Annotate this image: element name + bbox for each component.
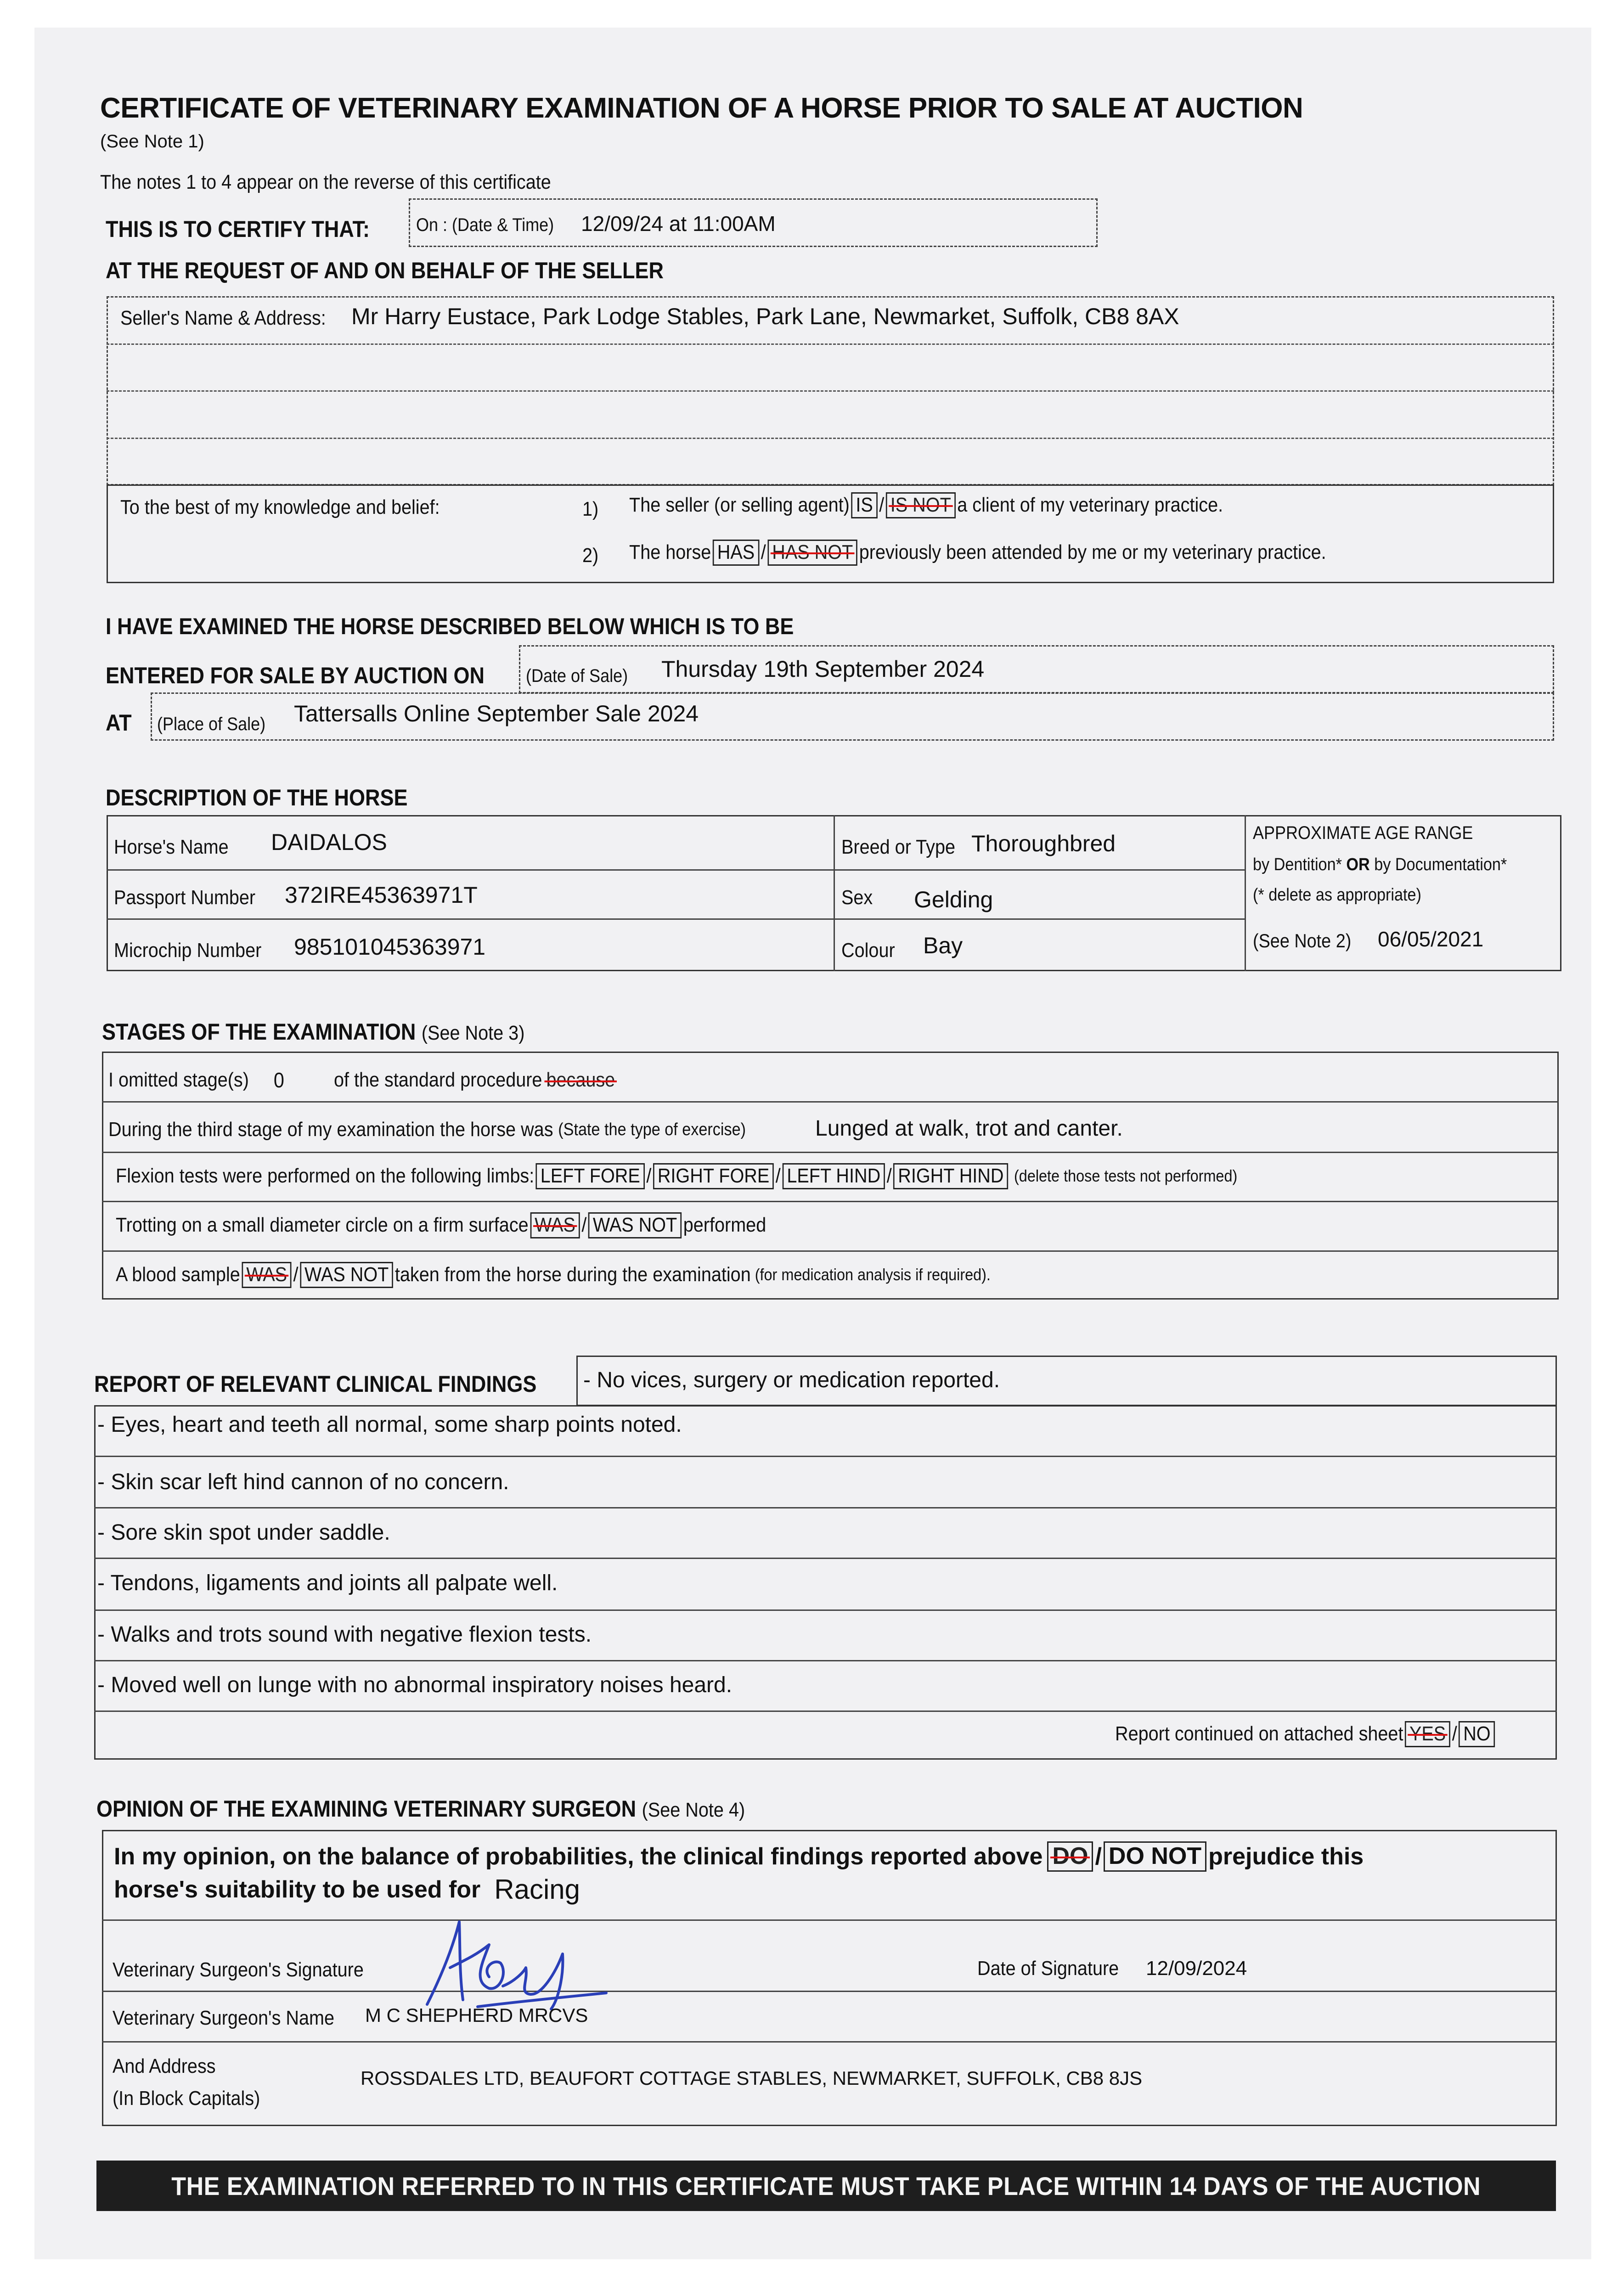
separator: / <box>879 494 885 517</box>
report-heading: REPORT OF RELEVANT CLINICAL FINDINGS <box>94 1371 537 1397</box>
third-stage-note: (State the type of exercise) <box>558 1120 746 1139</box>
opinion-text-post: prejudice this <box>1208 1843 1364 1870</box>
colour-value: Bay <box>923 933 963 958</box>
report-line-2: - Skin scar left hind cannon of no concern. <box>97 1470 509 1494</box>
opinion-do-option[interactable]: DO <box>1052 1843 1088 1869</box>
flex-note: (delete those tests not performed) <box>1014 1166 1238 1186</box>
certificate-title: CERTIFICATE OF VETERINARY EXAMINATION OF A HORSE PRIOR TO SALE AT AUCTION <box>100 92 1303 124</box>
report-line-3: - Sore skin spot under saddle. <box>97 1520 390 1545</box>
belief-item1 <box>629 492 1223 518</box>
age-methods <box>1253 855 1507 875</box>
sex-label: Sex <box>841 886 873 909</box>
footer-banner <box>96 2161 1556 2211</box>
address-value: ROSSDALES LTD, BEAUFORT COTTAGE STABLES, NEWMARKET, SUFFOLK, CB8 8JS <box>361 2067 1143 2089</box>
report-continued-label: Report continued on attached sheet <box>1115 1722 1403 1745</box>
breed-label: Breed or Type <box>841 836 956 858</box>
is-option[interactable]: IS <box>851 492 877 518</box>
sale-date-label: (Date of Sale) <box>526 666 628 686</box>
description-heading: DESCRIPTION OF THE HORSE <box>106 785 408 810</box>
age-heading: APPROXIMATE AGE RANGE <box>1253 823 1473 843</box>
sale-line1: I HAVE EXAMINED THE HORSE DESCRIBED BELOW WHICH IS TO BE <box>106 613 794 639</box>
omitted-row <box>108 1068 615 1092</box>
omitted-value: 0 <box>273 1068 284 1092</box>
has-option[interactable]: HAS <box>713 540 759 566</box>
separator: / <box>761 541 766 564</box>
sex-value: Gelding <box>914 887 993 912</box>
opinion-do-not-option[interactable]: DO NOT <box>1104 1841 1206 1872</box>
flex-right-hind-option[interactable]: RIGHT HIND <box>893 1163 1008 1189</box>
is-not-option[interactable]: IS NOT <box>890 494 951 516</box>
third-stage-value: Lunged at walk, trot and canter. <box>815 1116 1123 1141</box>
opinion-text-pre: In my opinion, on the balance of probabilities, the clinical findings reported above <box>114 1843 1043 1870</box>
age-see-note: (See Note 2) <box>1253 930 1352 951</box>
see-note-1: (See Note 1) <box>100 131 204 152</box>
footer-banner-text: THE EXAMINATION REFERRED TO IN THIS CERTIFICATE MUST TAKE PLACE WITHIN 14 DAYS OF THE AUCTION <box>171 2171 1481 2200</box>
separator: / <box>775 1165 781 1187</box>
seller-label: Seller's Name & Address: <box>120 307 326 329</box>
stages-heading-note: (See Note 3) <box>421 1022 525 1044</box>
opinion-heading-note: (See Note 4) <box>642 1799 745 1821</box>
has-not-option[interactable]: HAS NOT <box>772 541 853 563</box>
continued-no-option[interactable]: NO <box>1459 1721 1495 1747</box>
sale-place-label: (Place of Sale) <box>157 714 266 734</box>
trot-post: performed <box>683 1214 766 1237</box>
report-line-4: - Tendons, ligaments and joints all palpate well. <box>97 1571 558 1595</box>
blood-was-option[interactable]: WAS <box>246 1263 287 1286</box>
on-date-label: On : (Date & Time) <box>416 215 554 235</box>
blood-pre: A blood sample <box>116 1263 240 1286</box>
separator: / <box>1452 1722 1457 1745</box>
flex-left-hind-option[interactable]: LEFT HIND <box>782 1163 885 1189</box>
age-or: OR <box>1346 855 1370 874</box>
belief-item2 <box>629 540 1326 566</box>
trot-label: Trotting on a small diameter circle on a firm surface <box>116 1214 529 1237</box>
passport-value: 372IRE45363971T <box>285 882 478 908</box>
date-signature-label: Date of Signature <box>977 1957 1119 1980</box>
surgeon-name-label: Veterinary Surgeon's Name <box>113 2007 335 2029</box>
third-stage-row <box>108 1118 746 1141</box>
belief-item2-post: previously been attended by me or my veterinary practice. <box>859 541 1326 564</box>
belief-item1-num: 1) <box>582 498 599 520</box>
blood-note: (for medication analysis if required). <box>755 1265 991 1284</box>
age-by-dentition[interactable]: by Dentition* <box>1253 855 1342 874</box>
sale-line2: ENTERED FOR SALE BY AUCTION ON <box>106 663 485 688</box>
omitted-post: of the standard procedure <box>333 1069 542 1091</box>
colour-label: Colour <box>841 939 895 962</box>
opinion-line2 <box>114 1874 580 1905</box>
seller-value: Mr Harry Eustace, Park Lodge Stables, Park Lane, Newmarket, Suffolk, CB8 8AX <box>351 304 1179 329</box>
report-line-6: - Moved well on lunge with no abnormal inspiratory noises heard. <box>97 1673 733 1697</box>
trot-was-not-option[interactable]: WAS NOT <box>588 1212 682 1238</box>
trot-was-option[interactable]: WAS <box>535 1214 575 1236</box>
continued-yes-option[interactable]: YES <box>1409 1722 1446 1745</box>
flexion-row <box>116 1163 1237 1189</box>
belief-item1-pre: The seller (or selling agent) <box>629 494 850 517</box>
stages-heading <box>102 1019 524 1045</box>
age-by-documentation[interactable]: by Documentation* <box>1374 855 1507 874</box>
sale-date-value: Thursday 19th September 2024 <box>661 656 985 682</box>
separator: / <box>886 1165 892 1187</box>
at-label: AT <box>106 710 132 736</box>
belief-item1-post: a client of my veterinary practice. <box>957 494 1223 517</box>
report-line-1: - Eyes, heart and teeth all normal, some sharp points noted. <box>97 1412 682 1437</box>
report-continued <box>1115 1721 1497 1747</box>
age-delete-note: (* delete as appropriate) <box>1253 885 1421 905</box>
separator: / <box>646 1165 652 1187</box>
stages-heading-text: STAGES OF THE EXAMINATION <box>102 1019 416 1045</box>
flexion-label: Flexion tests were performed on the following limbs: <box>116 1165 535 1187</box>
belief-item2-num: 2) <box>582 544 599 567</box>
separator: / <box>293 1263 299 1286</box>
because-struck: because <box>546 1069 615 1091</box>
address-label-1: And Address <box>113 2055 216 2077</box>
flex-right-fore-option[interactable]: RIGHT FORE <box>653 1163 774 1189</box>
omitted-pre: I omitted stage(s) <box>108 1069 249 1091</box>
microchip-label: Microchip Number <box>114 939 262 962</box>
blood-was-not-option[interactable]: WAS NOT <box>300 1262 393 1288</box>
purpose-value: Racing <box>494 1874 580 1905</box>
signature-label: Veterinary Surgeon's Signature <box>113 1958 364 1981</box>
sale-place-value: Tattersalls Online September Sale 2024 <box>294 701 699 726</box>
opinion-text-line2: horse's suitability to be used for <box>114 1876 481 1903</box>
separator: / <box>581 1214 587 1237</box>
third-stage-label: During the third stage of my examination the horse was <box>108 1118 553 1141</box>
breed-value: Thoroughbred <box>971 831 1116 856</box>
date-signature-value: 12/09/2024 <box>1146 1957 1247 1980</box>
address-label-2: (In Block Capitals) <box>113 2087 260 2110</box>
opinion-heading-text: OPINION OF THE EXAMINING VETERINARY SURGEON <box>96 1796 637 1822</box>
opinion-heading <box>96 1795 745 1822</box>
blood-row <box>116 1262 991 1288</box>
horse-name-label: Horse's Name <box>114 836 229 858</box>
horse-name-value: DAIDALOS <box>271 829 387 855</box>
microchip-value: 985101045363971 <box>294 934 486 960</box>
flex-left-fore-option[interactable]: LEFT FORE <box>536 1163 645 1189</box>
certify-label: THIS IS TO CERTIFY THAT: <box>106 216 370 242</box>
separator: / <box>1095 1843 1102 1870</box>
age-value: 06/05/2021 <box>1378 927 1484 951</box>
notes-line: The notes 1 to 4 appear on the reverse of this certificate <box>100 171 551 193</box>
on-date-value: 12/09/24 at 11:00AM <box>581 212 776 236</box>
report-line-5: - Walks and trots sound with negative flexion tests. <box>97 1622 592 1647</box>
opinion-statement <box>114 1841 1364 1872</box>
trot-row <box>116 1212 766 1238</box>
surgeon-name-value: M C SHEPHERD MRCVS <box>365 2004 588 2026</box>
belief-label: To the best of my knowledge and belief: <box>120 496 440 518</box>
report-line-0: - No vices, surgery or medication reported. <box>583 1368 1000 1392</box>
request-line: AT THE REQUEST OF AND ON BEHALF OF THE SELLER <box>106 258 664 283</box>
passport-label: Passport Number <box>114 886 256 909</box>
belief-item2-pre: The horse <box>629 541 711 564</box>
blood-post: taken from the horse during the examination <box>394 1263 751 1286</box>
